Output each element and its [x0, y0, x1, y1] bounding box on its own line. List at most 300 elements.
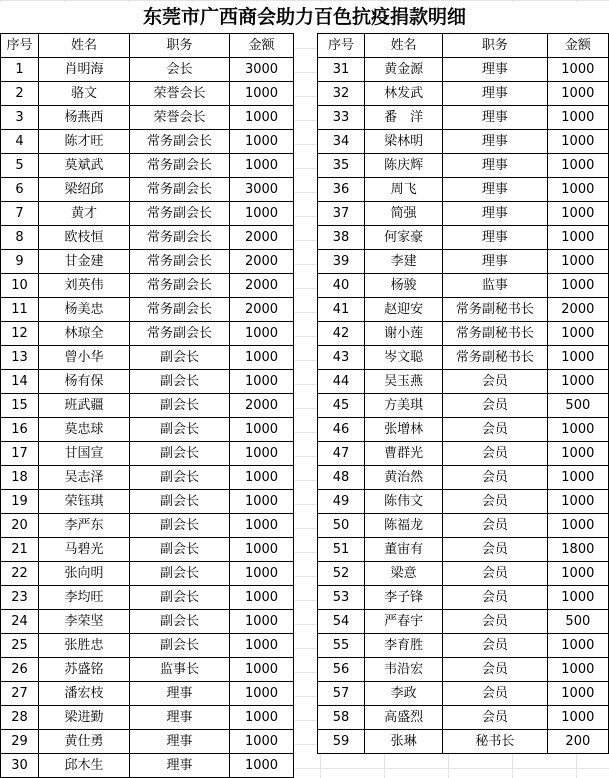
- cell-position: 监事: [443, 274, 547, 298]
- cell-name: 潘宏枝: [39, 682, 130, 706]
- cell-position: 会长: [130, 58, 230, 82]
- cell-name: 番 洋: [365, 106, 443, 130]
- cell-position: 会员: [443, 610, 547, 634]
- cell-index: 44: [318, 370, 365, 394]
- cell-name: 董宙有: [365, 538, 443, 562]
- cell-index: 5: [1, 154, 39, 178]
- cell-position: 理事: [443, 154, 547, 178]
- header-amount: 金额: [230, 34, 294, 58]
- cell-position: 副会长: [130, 370, 230, 394]
- cell-amount: 500: [547, 394, 608, 418]
- cell-name: 苏盛铭: [39, 658, 130, 682]
- table-row: [318, 490, 609, 514]
- table-row: [1, 250, 294, 274]
- cell-index: 41: [318, 298, 365, 322]
- cell-amount: 1000: [547, 322, 608, 346]
- table-row: [318, 202, 609, 226]
- table-row: [1, 706, 294, 730]
- table-row: [318, 58, 609, 82]
- table-row: [318, 322, 609, 346]
- cell-amount: 2000: [230, 250, 294, 274]
- cell-name: 林发武: [365, 82, 443, 106]
- table-row: [318, 730, 609, 754]
- cell-position: 理事: [443, 202, 547, 226]
- cell-name: 曹群光: [365, 442, 443, 466]
- cell-name: 韦沿宏: [365, 658, 443, 682]
- cell-amount: 1000: [547, 418, 608, 442]
- cell-position: 会员: [443, 562, 547, 586]
- cell-position: 常务副会长: [130, 178, 230, 202]
- cell-position: 副会长: [130, 346, 230, 370]
- cell-amount: 1000: [230, 706, 294, 730]
- header-position: 职务: [130, 34, 230, 58]
- cell-name: 高盛烈: [365, 706, 443, 730]
- cell-position: 监事长: [130, 658, 230, 682]
- table-row: [1, 442, 294, 466]
- cell-amount: 1000: [230, 82, 294, 106]
- cell-index: 1: [1, 58, 39, 82]
- cell-index: 30: [1, 754, 39, 778]
- cell-index: 22: [1, 562, 39, 586]
- cell-amount: 1000: [230, 610, 294, 634]
- cell-index: 7: [1, 202, 39, 226]
- cell-name: 张胜忠: [39, 634, 130, 658]
- cell-position: 理事: [130, 754, 230, 778]
- cell-index: 34: [318, 130, 365, 154]
- cell-name: 曾小华: [39, 346, 130, 370]
- cell-name: 吴志泽: [39, 466, 130, 490]
- cell-name: 张增林: [365, 418, 443, 442]
- table-row: [318, 610, 609, 634]
- cell-amount: 2000: [230, 226, 294, 250]
- table-row: [1, 202, 294, 226]
- header-name: 姓名: [39, 34, 130, 58]
- cell-name: 李政: [365, 682, 443, 706]
- cell-amount: 1000: [230, 538, 294, 562]
- cell-amount: 1000: [230, 106, 294, 130]
- cell-index: 4: [1, 130, 39, 154]
- cell-index: 59: [318, 730, 365, 754]
- cell-index: 18: [1, 466, 39, 490]
- cell-index: 56: [318, 658, 365, 682]
- cell-amount: 2000: [547, 298, 608, 322]
- cell-name: 杨美忠: [39, 298, 130, 322]
- cell-index: 31: [318, 58, 365, 82]
- cell-position: 常务副会长: [130, 298, 230, 322]
- table-row: [1, 58, 294, 82]
- table-row: [318, 682, 609, 706]
- cell-position: 常务副秘书长: [443, 346, 547, 370]
- cell-amount: 1000: [230, 634, 294, 658]
- cell-index: 14: [1, 370, 39, 394]
- header-name: 姓名: [365, 34, 443, 58]
- cell-amount: 1000: [230, 130, 294, 154]
- table-row: [318, 370, 609, 394]
- table-row: [318, 514, 609, 538]
- table-row: [1, 274, 294, 298]
- table-row: [318, 106, 609, 130]
- table-row: [318, 298, 609, 322]
- cell-index: 58: [318, 706, 365, 730]
- cell-name: 骆文: [39, 82, 130, 106]
- cell-amount: 200: [547, 730, 608, 754]
- cell-index: 55: [318, 634, 365, 658]
- cell-amount: 1000: [230, 586, 294, 610]
- table-row: [1, 586, 294, 610]
- table-row: [318, 634, 609, 658]
- cell-position: 会员: [443, 514, 547, 538]
- cell-index: 13: [1, 346, 39, 370]
- cell-index: 6: [1, 178, 39, 202]
- cell-index: 26: [1, 658, 39, 682]
- cell-name: 欧枝恒: [39, 226, 130, 250]
- cell-amount: 2000: [230, 274, 294, 298]
- table-row: [1, 634, 294, 658]
- cell-name: 陈福龙: [365, 514, 443, 538]
- cell-amount: 3000: [230, 58, 294, 82]
- cell-index: 8: [1, 226, 39, 250]
- cell-index: 35: [318, 154, 365, 178]
- cell-index: 39: [318, 250, 365, 274]
- table-row: [318, 706, 609, 730]
- table-row: [318, 442, 609, 466]
- cell-amount: 1000: [547, 178, 608, 202]
- cell-position: 会员: [443, 706, 547, 730]
- cell-index: 48: [318, 466, 365, 490]
- cell-amount: 3000: [230, 178, 294, 202]
- table-row: [1, 322, 294, 346]
- cell-name: 杨骏: [365, 274, 443, 298]
- cell-index: 52: [318, 562, 365, 586]
- cell-name: 张琳: [365, 730, 443, 754]
- cell-index: 57: [318, 682, 365, 706]
- cell-position: 理事: [130, 682, 230, 706]
- table-header-row: [318, 34, 609, 58]
- cell-name: 李子锋: [365, 586, 443, 610]
- cell-name: 简强: [365, 202, 443, 226]
- cell-position: 副会长: [130, 610, 230, 634]
- cell-position: 荣誉会长: [130, 106, 230, 130]
- cell-index: 51: [318, 538, 365, 562]
- donation-table-right: [317, 33, 609, 754]
- cell-index: 27: [1, 682, 39, 706]
- cell-index: 38: [318, 226, 365, 250]
- cell-position: 副会长: [130, 394, 230, 418]
- table-row: [1, 538, 294, 562]
- cell-name: 严春宇: [365, 610, 443, 634]
- table-row: [1, 154, 294, 178]
- cell-amount: 1000: [230, 442, 294, 466]
- cell-name: 梁进勤: [39, 706, 130, 730]
- cell-amount: 1000: [230, 418, 294, 442]
- cell-name: 林琼全: [39, 322, 130, 346]
- cell-index: 45: [318, 394, 365, 418]
- cell-amount: 1800: [547, 538, 608, 562]
- cell-position: 会员: [443, 418, 547, 442]
- cell-name: 黄才: [39, 202, 130, 226]
- cell-position: 会员: [443, 394, 547, 418]
- cell-name: 李均旺: [39, 586, 130, 610]
- cell-index: 12: [1, 322, 39, 346]
- cell-name: 黄治然: [365, 466, 443, 490]
- cell-position: 副会长: [130, 562, 230, 586]
- cell-amount: 1000: [547, 58, 608, 82]
- cell-amount: 1000: [547, 634, 608, 658]
- cell-position: 会员: [443, 466, 547, 490]
- cell-amount: 1000: [547, 154, 608, 178]
- table-row: [318, 418, 609, 442]
- cell-position: 会员: [443, 658, 547, 682]
- cell-position: 会员: [443, 442, 547, 466]
- cell-position: 常务副会长: [130, 322, 230, 346]
- cell-name: 张向明: [39, 562, 130, 586]
- table-row: [1, 730, 294, 754]
- cell-position: 会员: [443, 538, 547, 562]
- table-row: [318, 250, 609, 274]
- cell-amount: 1000: [547, 490, 608, 514]
- cell-amount: 1000: [547, 370, 608, 394]
- table-row: [1, 490, 294, 514]
- table-row: [1, 682, 294, 706]
- page-title: 东莞市广西商会助力百色抗疫捐款明细: [0, 2, 609, 32]
- header-index: 序号: [1, 34, 39, 58]
- cell-index: 2: [1, 82, 39, 106]
- table-row: [318, 154, 609, 178]
- table-row: [1, 130, 294, 154]
- cell-position: 秘书长: [443, 730, 547, 754]
- cell-name: 陈伟文: [365, 490, 443, 514]
- cell-position: 会员: [443, 586, 547, 610]
- cell-position: 理事: [130, 730, 230, 754]
- table-row: [1, 514, 294, 538]
- cell-amount: 1000: [547, 514, 608, 538]
- cell-amount: 1000: [547, 82, 608, 106]
- donation-table-left: [0, 33, 294, 778]
- cell-index: 54: [318, 610, 365, 634]
- cell-index: 15: [1, 394, 39, 418]
- cell-amount: 1000: [230, 562, 294, 586]
- cell-position: 理事: [443, 58, 547, 82]
- cell-amount: 1000: [230, 730, 294, 754]
- cell-name: 莫忠球: [39, 418, 130, 442]
- cell-amount: 1000: [230, 370, 294, 394]
- cell-index: 3: [1, 106, 39, 130]
- table-row: [1, 754, 294, 778]
- cell-name: 赵迎安: [365, 298, 443, 322]
- table-row: [1, 394, 294, 418]
- cell-name: 甘金建: [39, 250, 130, 274]
- cell-amount: 1000: [230, 682, 294, 706]
- cell-position: 副会长: [130, 514, 230, 538]
- cell-index: 46: [318, 418, 365, 442]
- cell-position: 副会长: [130, 634, 230, 658]
- cell-position: 常务副会长: [130, 226, 230, 250]
- table-row: [318, 274, 609, 298]
- cell-index: 37: [318, 202, 365, 226]
- table-row: [318, 394, 609, 418]
- table-row: [318, 586, 609, 610]
- cell-index: 9: [1, 250, 39, 274]
- cell-amount: 1000: [547, 706, 608, 730]
- cell-index: 20: [1, 514, 39, 538]
- cell-amount: 1000: [230, 202, 294, 226]
- cell-index: 36: [318, 178, 365, 202]
- cell-position: 理事: [130, 706, 230, 730]
- cell-amount: 1000: [547, 346, 608, 370]
- cell-name: 吴玉燕: [365, 370, 443, 394]
- cell-name: 周飞: [365, 178, 443, 202]
- cell-index: 49: [318, 490, 365, 514]
- cell-position: 会员: [443, 490, 547, 514]
- cell-name: 邱木生: [39, 754, 130, 778]
- cell-index: 42: [318, 322, 365, 346]
- cell-index: 28: [1, 706, 39, 730]
- table-row: [318, 538, 609, 562]
- cell-name: 班武疆: [39, 394, 130, 418]
- table-row: [1, 610, 294, 634]
- cell-index: 17: [1, 442, 39, 466]
- cell-position: 常务副秘书长: [443, 322, 547, 346]
- cell-position: 副会长: [130, 538, 230, 562]
- cell-position: 副会长: [130, 490, 230, 514]
- table-row: [1, 418, 294, 442]
- cell-index: 32: [318, 82, 365, 106]
- cell-amount: 1000: [230, 346, 294, 370]
- header-amount: 金额: [547, 34, 608, 58]
- cell-amount: 1000: [547, 130, 608, 154]
- cell-name: 刘英伟: [39, 274, 130, 298]
- cell-position: 理事: [443, 106, 547, 130]
- cell-name: 杨燕西: [39, 106, 130, 130]
- table-row: [318, 226, 609, 250]
- cell-amount: 1000: [230, 466, 294, 490]
- cell-name: 岑文聪: [365, 346, 443, 370]
- cell-name: 肖明海: [39, 58, 130, 82]
- header-position: 职务: [443, 34, 547, 58]
- cell-name: 梁绍邱: [39, 178, 130, 202]
- cell-position: 副会长: [130, 418, 230, 442]
- cell-name: 梁意: [365, 562, 443, 586]
- cell-amount: 1000: [547, 562, 608, 586]
- cell-position: 理事: [443, 82, 547, 106]
- cell-index: 11: [1, 298, 39, 322]
- cell-name: 方美琪: [365, 394, 443, 418]
- table-row: [1, 298, 294, 322]
- cell-amount: 1000: [230, 754, 294, 778]
- cell-amount: 1000: [547, 442, 608, 466]
- cell-amount: 1000: [230, 514, 294, 538]
- header-index: 序号: [318, 34, 365, 58]
- cell-index: 29: [1, 730, 39, 754]
- cell-name: 李建: [365, 250, 443, 274]
- table-row: [1, 466, 294, 490]
- cell-index: 40: [318, 274, 365, 298]
- cell-name: 李育胜: [365, 634, 443, 658]
- table-row: [1, 370, 294, 394]
- cell-name: 杨有保: [39, 370, 130, 394]
- cell-name: 李荣坚: [39, 610, 130, 634]
- table-row: [1, 226, 294, 250]
- cell-index: 43: [318, 346, 365, 370]
- cell-amount: 1000: [547, 106, 608, 130]
- cell-amount: 1000: [547, 274, 608, 298]
- cell-index: 50: [318, 514, 365, 538]
- cell-name: 甘国宣: [39, 442, 130, 466]
- table-row: [1, 346, 294, 370]
- table-row: [318, 178, 609, 202]
- cell-name: 何家豪: [365, 226, 443, 250]
- cell-position: 常务副会长: [130, 202, 230, 226]
- cell-amount: 1000: [230, 658, 294, 682]
- cell-amount: 1000: [230, 322, 294, 346]
- cell-name: 李严东: [39, 514, 130, 538]
- table-row: [318, 82, 609, 106]
- cell-amount: 1000: [547, 586, 608, 610]
- cell-amount: 1000: [230, 154, 294, 178]
- cell-name: 陈才旺: [39, 130, 130, 154]
- cell-position: 副会长: [130, 586, 230, 610]
- table-header-row: [1, 34, 294, 58]
- table-row: [1, 658, 294, 682]
- cell-position: 理事: [443, 250, 547, 274]
- table-row: [318, 658, 609, 682]
- cell-amount: 2000: [230, 298, 294, 322]
- table-row: [318, 130, 609, 154]
- cell-amount: 500: [547, 610, 608, 634]
- cell-position: 理事: [443, 178, 547, 202]
- cell-index: 24: [1, 610, 39, 634]
- cell-index: 10: [1, 274, 39, 298]
- cell-name: 莫斌武: [39, 154, 130, 178]
- table-row: [318, 562, 609, 586]
- cell-name: 马碧光: [39, 538, 130, 562]
- table-row: [1, 106, 294, 130]
- cell-index: 16: [1, 418, 39, 442]
- cell-amount: 1000: [230, 490, 294, 514]
- cell-position: 会员: [443, 370, 547, 394]
- cell-index: 47: [318, 442, 365, 466]
- cell-index: 33: [318, 106, 365, 130]
- cell-name: 黄金源: [365, 58, 443, 82]
- cell-amount: 1000: [547, 682, 608, 706]
- cell-position: 副会长: [130, 442, 230, 466]
- cell-index: 25: [1, 634, 39, 658]
- table-row: [318, 346, 609, 370]
- cell-position: 会员: [443, 634, 547, 658]
- cell-amount: 1000: [547, 658, 608, 682]
- cell-position: 理事: [443, 226, 547, 250]
- cell-position: 常务副会长: [130, 154, 230, 178]
- cell-position: 会员: [443, 682, 547, 706]
- cell-name: 荣钰琪: [39, 490, 130, 514]
- cell-name: 谢小莲: [365, 322, 443, 346]
- cell-amount: 1000: [547, 250, 608, 274]
- cell-amount: 1000: [547, 466, 608, 490]
- cell-name: 黄仕勇: [39, 730, 130, 754]
- cell-index: 53: [318, 586, 365, 610]
- cell-name: 梁林明: [365, 130, 443, 154]
- cell-index: 21: [1, 538, 39, 562]
- cell-index: 23: [1, 586, 39, 610]
- cell-index: 19: [1, 490, 39, 514]
- table-row: [318, 466, 609, 490]
- cell-position: 常务副会长: [130, 274, 230, 298]
- cell-position: 副会长: [130, 466, 230, 490]
- cell-position: 常务副秘书长: [443, 298, 547, 322]
- cell-position: 常务副会长: [130, 250, 230, 274]
- table-row: [1, 82, 294, 106]
- cell-amount: 1000: [547, 202, 608, 226]
